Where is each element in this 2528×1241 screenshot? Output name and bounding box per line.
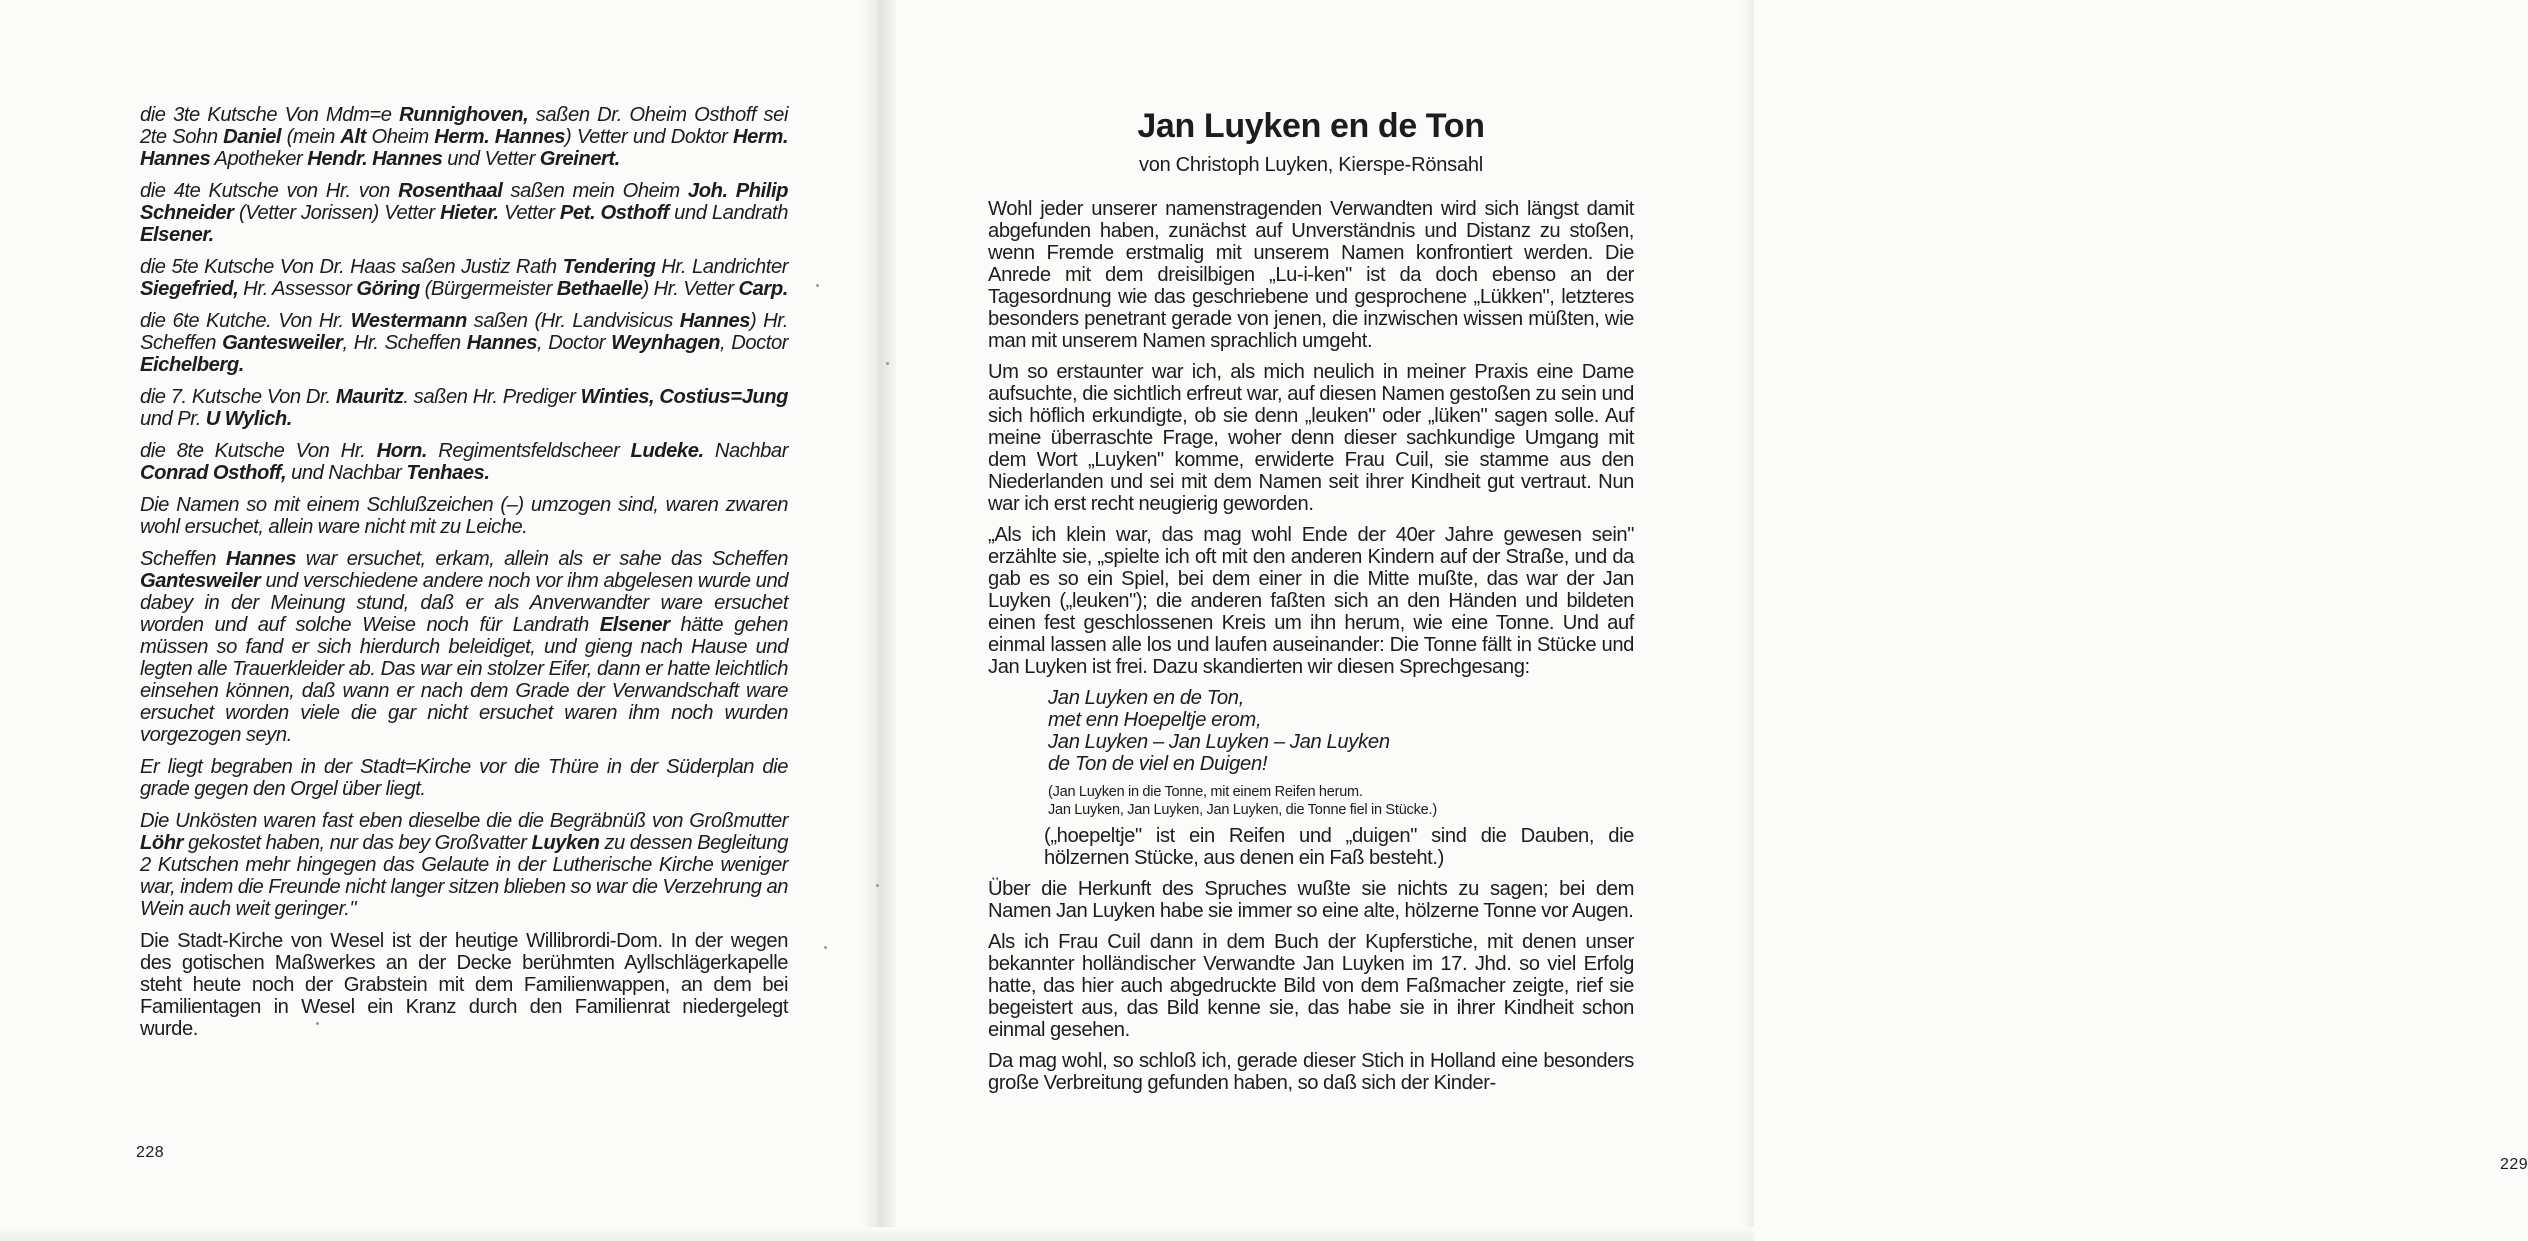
text-run: Regimentsfeldscheer <box>427 440 631 462</box>
book-gutter <box>860 0 896 1241</box>
name-emphasis: Tendering <box>562 256 656 278</box>
text-run: die 3te Kutsche Von Mdm=e <box>140 104 400 126</box>
body-paragraph: Über die Herkunft des Spruches wußte sie nichts zu sagen; bei dem Namen Jan Luyken habe sie immer so eine alte, hölzerne Tonne vor Augen. <box>988 878 1634 922</box>
body-paragraph: „Als ich klein war, das mag wohl Ende der 40er Jahre gewesen sein" erzählte sie, „spielte ich oft mit den anderen Kindern auf der Straße, und da gab es so ein Spiel, bei dem einer in die Mitte mußte, das war der Jan Luyken („leuken"); die anderen faßten sich an den Händen und bildeten einen fest geschlossenen Kreis um ihn herum, wie eine Tonne. Und auf einmal lassen alle los und laufen auseinander: Die Tonne fällt in Stücke und Jan Luyken ist frei. Dazu skandierten wir diesen Sprechgesang: <box>988 524 1634 678</box>
verse-line: met enn Hoepeltje erom, <box>1048 709 1262 731</box>
text-run: . saßen Hr. Prediger <box>403 386 581 408</box>
text-run: (mein <box>281 126 341 148</box>
text-run: ) Hr. Vetter <box>642 278 739 300</box>
body-paragraph: Da mag wohl, so schloß ich, gerade dieser Stich in Holland eine besonders große Verbreitung gefunden haben, so daß sich der Kinder- <box>988 1050 1634 1094</box>
chronicle-paragraph <box>140 756 788 800</box>
name-emphasis: Weynhagen <box>611 332 720 354</box>
text-run: Die Namen so mit einem Schlußzeichen (–) umzogen sind, waren zwaren wohl ersuchet, allein ware nicht mit zu Leiche. <box>140 494 788 538</box>
chronicle-paragraph <box>140 180 788 246</box>
name-emphasis: Herm. Hannes <box>434 126 566 148</box>
chronicle-paragraph <box>140 440 788 484</box>
name-emphasis: Herm. Hannes <box>140 126 788 170</box>
text-run: Scheffen <box>140 548 226 570</box>
text-run: gekostet haben, nur das bey Großvatter <box>183 832 532 854</box>
text-run: zu dessen Begleitung 2 Kutschen mehr hingegen das Gelaute in der Lutherische Kirche weniger war, indem die Freunde nicht langer sitzen blieben so war die Verzehrung an Wein auch weit geringer." <box>140 832 788 920</box>
text-run: Die Unkösten waren fast eben dieselbe die die Begräbnüß von Großmutter <box>140 810 788 832</box>
text-run: Vetter <box>498 202 560 224</box>
closing-paragraph: Die Stadt-Kirche von Wesel ist der heutige Willibrordi-Dom. In der wegen des gotischen Maßwerkes an der Decke berühmten Ayllschlägerkapelle steht heute noch der Grabstein mit dem Familienwappen, an dem bei Familientagen in Wesel ein Kranz durch den Familienrat niedergelegt wurde. <box>140 930 788 1040</box>
name-emphasis: Daniel <box>223 126 282 148</box>
right-text-column <box>988 104 1634 1103</box>
chronicle-paragraph <box>140 310 788 376</box>
name-emphasis: Ludeke. <box>630 440 704 462</box>
body-paragraph: Wohl jeder unserer namenstragenden Verwandten wird sich längst damit abgefunden haben, zunächst auf Unverständnis und Distanz zu stoßen, wenn Fremde erstmalig mit unserem Namen konfrontiert werden. Die Anrede mit dem dreisilbigen „Lu-i-ken" ist da doch ebenso an der Tagesordnung wie das geschriebene und gesprochene „Lükken", letzteres besonders penetrant gerade von jenen, die inzwischen wissen müßten, wie man mit unserem Namen sprachlich umgeht. <box>988 198 1634 352</box>
name-emphasis: Hendr. Hannes <box>307 148 443 170</box>
name-emphasis: Elsener <box>599 614 670 636</box>
text-run: und Pr. <box>140 408 206 430</box>
name-emphasis: Mauritz <box>335 386 404 408</box>
name-emphasis: Runnighoven, <box>399 104 529 126</box>
paper-speck <box>876 884 879 887</box>
name-emphasis: Luyken <box>531 832 600 854</box>
name-emphasis: Hannes <box>679 310 751 332</box>
chronicle-paragraph <box>140 256 788 300</box>
left-paragraph-list <box>140 104 788 920</box>
chronicle-paragraph <box>140 810 788 920</box>
page-number: 229 <box>2500 1156 2528 1173</box>
name-emphasis: Joh. Philip Schneider <box>140 180 788 224</box>
text-run: , Doctor <box>537 332 612 354</box>
name-emphasis: Löhr <box>140 832 184 854</box>
text-run: (Vetter Jorissen) Vetter <box>233 202 441 224</box>
left-text-column <box>140 104 788 1050</box>
right-page <box>896 0 2528 1241</box>
name-emphasis: Hannes <box>225 548 297 570</box>
name-emphasis: Elsener. <box>140 224 214 246</box>
text-run: und Nachbar <box>286 462 407 484</box>
name-emphasis: Carp. <box>738 278 788 300</box>
text-run: die 4te Kutsche von Hr. von <box>140 180 399 202</box>
chronicle-paragraph <box>140 548 788 746</box>
page-number: 228 <box>136 1144 165 1161</box>
name-emphasis: Alt <box>340 126 366 148</box>
name-emphasis: Bethaelle <box>556 278 643 300</box>
name-emphasis: Rosenthaal <box>398 180 503 202</box>
text-run: und Landrath <box>668 202 788 224</box>
text-run: die 6te Kutche. Von Hr. <box>140 310 351 332</box>
chronicle-paragraph <box>140 104 788 170</box>
text-run: hätte gehen müssen so fand er sich hierdurch beleidiget, und gieng nach Hause und legten alle Trauerkleider ab. Das war ein stolzer Eifer, dann er hatte leichtlich einsehen können, daß wann er nach dem Grade der Verwandschaft ware ersuchet worden viele die gar nicht ersuchet waren ihm noch wurden vorgezogen seyn. <box>140 614 788 746</box>
name-emphasis: Conrad Osthoff, <box>140 462 287 484</box>
name-emphasis: Göring <box>356 278 420 300</box>
body-paragraph: Um so erstaunter war ich, als mich neulich in meiner Praxis eine Dame aufsuchte, die sichtlich erfreut war, auf diesen Namen gestoßen zu sein und sich höflich erkundigte, ob sie denn „leuken" oder „lüken" sagen solle. Auf meine überraschte Frage, woher denn dieser sachkundige Umgang mit dem Wort „Luyken" komme, erwiderte Frau Cuil, sie stamme aus den Niederlanden und sei mit dem Namen seit ihrer Kindheit gut vertraut. Nun war ich erst recht neugierig geworden. <box>988 361 1634 515</box>
name-emphasis: Winties, Costius=Jung <box>580 386 789 408</box>
name-emphasis: Tenhaes. <box>406 462 490 484</box>
text-run: Oheim <box>365 126 435 148</box>
text-run: und verschiedene andere noch vor ihm abgelesen wurde und dabey in der Meinung stund, daß er als Anverwandter ware ersuchet worden und auf solche Weise noch für Landrath <box>140 570 788 636</box>
text-run: saßen Dr. Oheim Osthoff sei 2te Sohn <box>140 104 788 148</box>
text-run: die 8te Kutsche Von Hr. <box>140 440 377 462</box>
name-emphasis: Horn. <box>376 440 428 462</box>
text-run: Hr. Assessor <box>238 278 357 300</box>
verse-line: Jan Luyken – Jan Luyken – Jan Luyken <box>1048 731 1390 753</box>
paper-speck <box>886 362 889 365</box>
verse-translation <box>1048 783 1634 819</box>
translation-line: Jan Luyken, Jan Luyken, Jan Luyken, die Tonne fiel in Stücke.) <box>1048 802 1437 818</box>
text-run: und Vetter <box>442 148 540 170</box>
name-emphasis: Greinert. <box>539 148 620 170</box>
text-run: (Bürgermeister <box>419 278 557 300</box>
text-run: saßen mein Oheim <box>502 180 688 202</box>
text-run: Nachbar <box>703 440 788 462</box>
text-run: Er liegt begraben in der Stadt=Kirche vor die Thüre in der Süderplan die grade gegen den Orgel über liegt. <box>140 756 788 800</box>
text-run: , Hr. Scheffen <box>342 332 467 354</box>
name-emphasis: Siegefried, <box>140 278 239 300</box>
chronicle-paragraph <box>140 494 788 538</box>
verse-line: de Ton de viel en Duigen! <box>1048 753 1268 775</box>
text-run: saßen (Hr. Landvisicus <box>466 310 680 332</box>
text-run: die 5te Kutsche Von Dr. Haas saßen Justiz Rath <box>140 256 563 278</box>
verse-explanation: („hoepeltje" ist ein Reifen und „duigen" sind die Dauben, die hölzernen Stücke, aus denen ein Faß besteht.) <box>1044 825 1634 869</box>
page-edge-shadow <box>1740 0 1754 1241</box>
article-byline: von Christoph Luyken, Kierspe-Rönsahl <box>1138 154 1484 176</box>
text-run: , Doctor <box>719 332 788 354</box>
name-emphasis: Pet. Osthoff <box>559 202 669 224</box>
text-run: ) Vetter und Doktor <box>565 126 734 148</box>
text-run: Apotheker <box>210 148 308 170</box>
left-page <box>0 0 860 1241</box>
name-emphasis: U Wylich. <box>205 408 292 430</box>
name-emphasis: Hannes <box>466 332 538 354</box>
verse-block <box>1048 687 1634 775</box>
name-emphasis: Hieter. <box>440 202 499 224</box>
name-emphasis: Eichelberg. <box>140 354 244 376</box>
text-run: ) Hr. Scheffen <box>140 310 788 354</box>
text-run: die 7. Kutsche Von Dr. <box>140 386 336 408</box>
body-paragraph: Als ich Frau Cuil dann in dem Buch der Kupferstiche, mit denen unser bekannter holländischer Verwandte Jan Luyken im 17. Jhd. so viel Erfolg hatte, das hier auch abgedruckte Bild von dem Faßmacher zeigte, rief sie begeistert aus, das Bild kenne sie, das habe sie in ihrer Kindheit schon einmal gesehen. <box>988 931 1634 1041</box>
name-emphasis: Gantesweiler <box>140 570 261 592</box>
article-title: Jan Luyken en de Ton <box>1137 107 1485 145</box>
text-run: war ersuchet, erkam, allein als er sahe das Scheffen <box>296 548 789 570</box>
translation-line: (Jan Luyken in die Tonne, mit einem Reifen herum. <box>1048 784 1363 800</box>
name-emphasis: Gantesweiler <box>222 332 343 354</box>
verse-line: Jan Luyken en de Ton, <box>1048 687 1245 709</box>
name-emphasis: Westermann <box>350 310 467 332</box>
text-run: Hr. Landrichter <box>655 256 788 278</box>
chronicle-paragraph <box>140 386 788 430</box>
